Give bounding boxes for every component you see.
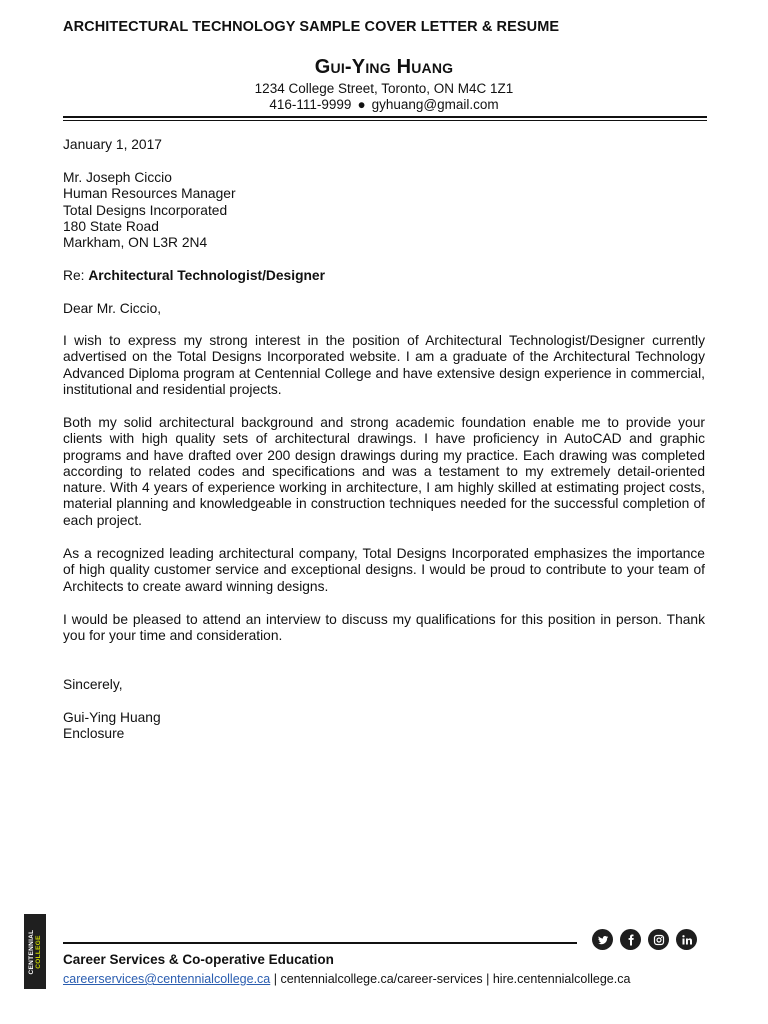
paragraph-3: As a recognized leading architectural company, Total Designs Incorporated emphasizes the importance of high quality customer service and exceptional designs. I would be proud to contribute to your team of Architects to create award winning designs. bbox=[63, 546, 705, 594]
link-separator-1: | bbox=[270, 972, 281, 986]
logo-line-2: COLLEGE bbox=[35, 934, 42, 969]
applicant-name: Gui-Ying Huang bbox=[314, 56, 454, 78]
footer-links bbox=[63, 972, 630, 986]
subject-line bbox=[63, 268, 705, 284]
hire-url[interactable]: hire.centennialcollege.ca bbox=[492, 972, 631, 986]
paragraph-4: I would be pleased to attend an interview to discuss my qualifications for this position in person. Thank you for your time and consideration. bbox=[63, 612, 705, 644]
salutation: Dear Mr. Ciccio, bbox=[63, 301, 162, 316]
subject-title: Architectural Technologist/Designer bbox=[88, 268, 325, 283]
instagram-icon[interactable] bbox=[648, 929, 669, 950]
bullet-separator: ● bbox=[357, 97, 366, 112]
enclosure-note: Enclosure bbox=[63, 726, 125, 741]
applicant-contact bbox=[0, 97, 768, 112]
recipient-street: 180 State Road bbox=[63, 218, 159, 234]
careerservices-email-link[interactable]: careerservices@centennialcollege.ca bbox=[63, 972, 271, 986]
logo-line-1: CENTENNIAL bbox=[28, 929, 35, 974]
applicant-address: 1234 College Street, Toronto, ON M4C 1Z1 bbox=[254, 81, 514, 96]
link-separator-2: | bbox=[482, 972, 493, 986]
document-header: ARCHITECTURAL TECHNOLOGY SAMPLE COVER LETTER & RESUME bbox=[63, 19, 560, 35]
recipient-block bbox=[63, 170, 705, 251]
twitter-icon[interactable] bbox=[592, 929, 613, 950]
applicant-email: gyhuang@gmail.com bbox=[371, 97, 499, 112]
recipient-name: Mr. Joseph Ciccio bbox=[63, 170, 172, 185]
facebook-icon[interactable] bbox=[620, 929, 641, 950]
paragraph-1: I wish to express my strong interest in the position of Architectural Technologist/Designer currently advertised on the Total Designs Incorporated website. I am a graduate of the Architectural Technology Advanced Diploma program at Centennial College and have extensive design experience in commercial, institutional and residential projects. bbox=[63, 333, 705, 397]
header-divider-thin bbox=[63, 120, 707, 121]
closing: Sincerely, bbox=[63, 677, 123, 692]
linkedin-icon[interactable] bbox=[676, 929, 697, 950]
footer-title: Career Services & Co-operative Education bbox=[63, 952, 334, 967]
recipient-city: Markham, ON L3R 2N4 bbox=[63, 235, 208, 251]
career-services-url[interactable]: centennialcollege.ca/career-services bbox=[280, 972, 483, 986]
paragraph-2: Both my solid architectural background and strong academic foundation enable me to provide your clients with high quality sets of architectural drawings. I have proficiency in AutoCAD and graphic programs and have drafted over 200 design drawings during my practice. Each drawing was completed according to related codes and specifications and was a testament to my extremely detail-oriented nature. With 4 years of experience working in architecture, I am highly skilled at estimating project costs, material planning and knowledgeable in construction techniques needed for the successful completion of each project. bbox=[63, 415, 705, 528]
signature-name: Gui-Ying Huang bbox=[63, 710, 161, 725]
applicant-phone: 416-111-9999 bbox=[269, 97, 352, 112]
recipient-title: Human Resources Manager bbox=[63, 186, 236, 202]
recipient-company: Total Designs Incorporated bbox=[63, 202, 228, 218]
subject-label: Re: bbox=[63, 268, 85, 283]
footer-divider bbox=[63, 942, 577, 944]
header-divider-thick bbox=[63, 116, 707, 118]
social-icons bbox=[592, 929, 697, 950]
centennial-college-logo bbox=[24, 914, 46, 989]
letter-date: January 1, 2017 bbox=[63, 137, 162, 152]
